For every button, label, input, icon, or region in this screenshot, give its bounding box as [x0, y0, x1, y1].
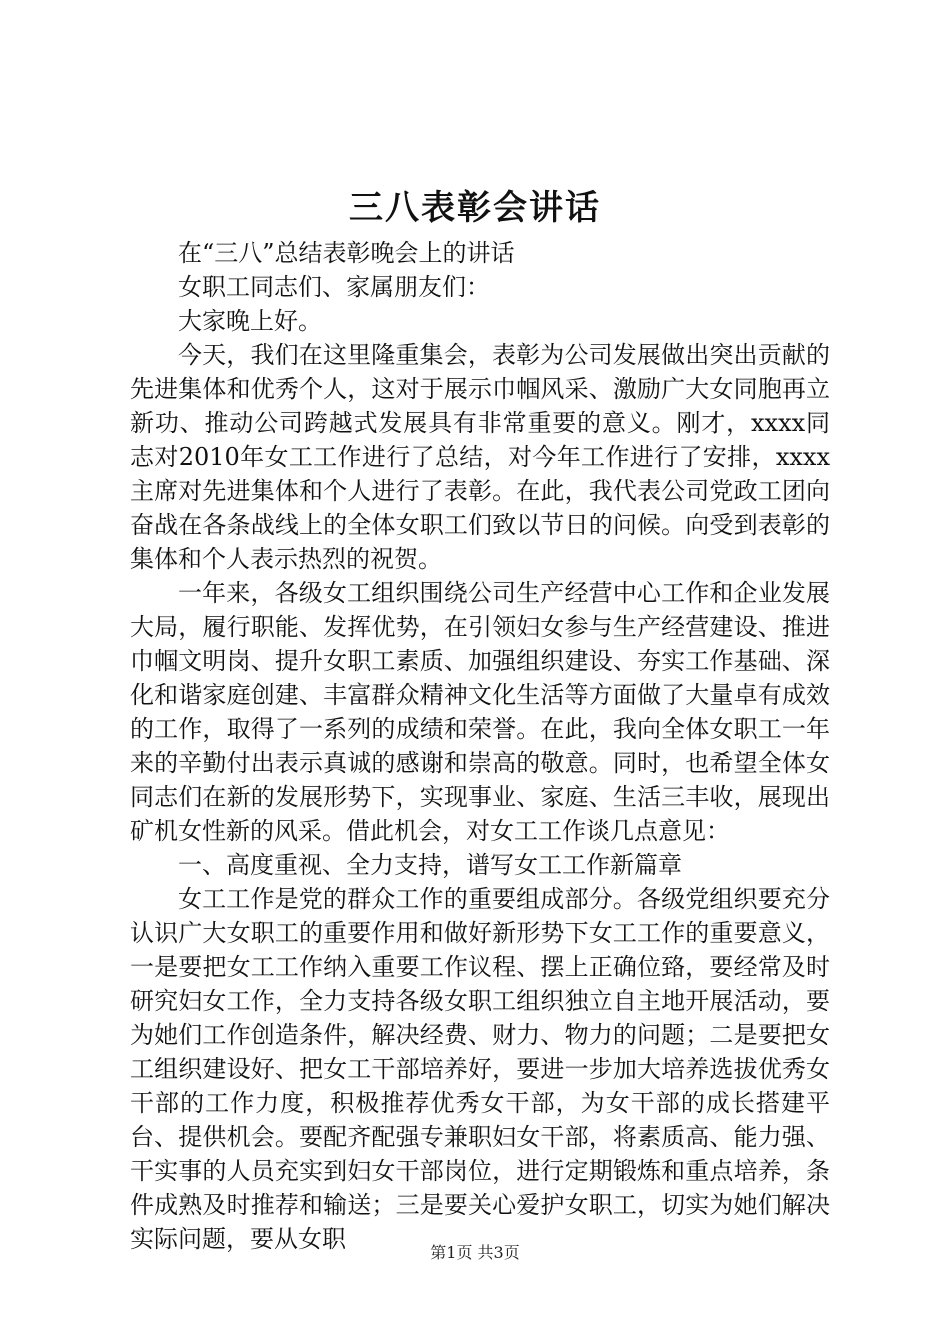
greeting: 大家晚上好。: [178, 307, 322, 335]
body-paragraph: 女工工作是党的群众工作的重要组成部分。各级党组织要充分认识广大女职工的重要作用和做好新形势下女工工作的重要意义，一是要把女工工作纳入重要工作议程、摆上正确位臵，要经常及时研究妇女工作，全力支持各级女职工组织独立自主地开展活动，要为她们工作创造条件，解决经费、财力、物力的问题；二是要把女工组织建设好、把女工干部培养好，要进一步加大培养选拔优秀女干部的工作力度，积极推荐优秀女干部，为女干部的成长搭建平台、提供机会。要配齐配强专兼职妇女干部，将素质高、能力强、干实事的人员充实到妇女干部岗位，进行定期锻炼和重点培养，条件成熟及时推荐和输送；三是要关心爱护女职工，切实为她们解决实际问题，要从女职: [130, 885, 830, 1253]
body-paragraph: 一年来，各级女工组织围绕公司生产经营中心工作和企业发展大局，履行职能、发挥优势，在引领妇女参与生产经营建设、推进巾帼文明岗、提升女职工素质、加强组织建设、夯实工作基础、深化和谐家庭创建、丰富群众精神文化生活等方面做了大量卓有成效的工作，取得了一系列的成绩和荣誉。在此，我向全体女职工一年来的辛勤付出表示真诚的感谢和崇高的敬意。同时，也希望全体女同志们在新的发展形势下，实现事业、家庭、生活三丰收，展现出矿机女性新的风采。借此机会，对女工工作谈几点意见：: [130, 579, 830, 845]
document-title: 三八表彰会讲话: [349, 188, 601, 228]
section-heading: 一、高度重视、全力支持，谱写女工工作新篇章: [178, 851, 682, 879]
page-number: 第1页 共3页: [430, 1243, 520, 1262]
body-paragraph: 今天，我们在这里隆重集会，表彰为公司发展做出突出贡献的先进集体和优秀个人，这对于展示巾帼风采、激励广大女同胞再立新功、推动公司跨越式发展具有非常重要的意义。刚才，xxxx同志对2010年女工工作进行了总结，对今年工作进行了安排，xxxx主席对先进集体和个人进行了表彰。在此，我代表公司党政工团向奋战在各条战线上的全体女职工们致以节日的问候。向受到表彰的集体和个人表示热烈的祝贺。: [130, 341, 830, 573]
speech-subtitle: 在“三八”总结表彰晚会上的讲话: [178, 239, 515, 267]
salutation: 女职工同志们、家属朋友们：: [178, 273, 490, 301]
document-body: [130, 236, 830, 1256]
